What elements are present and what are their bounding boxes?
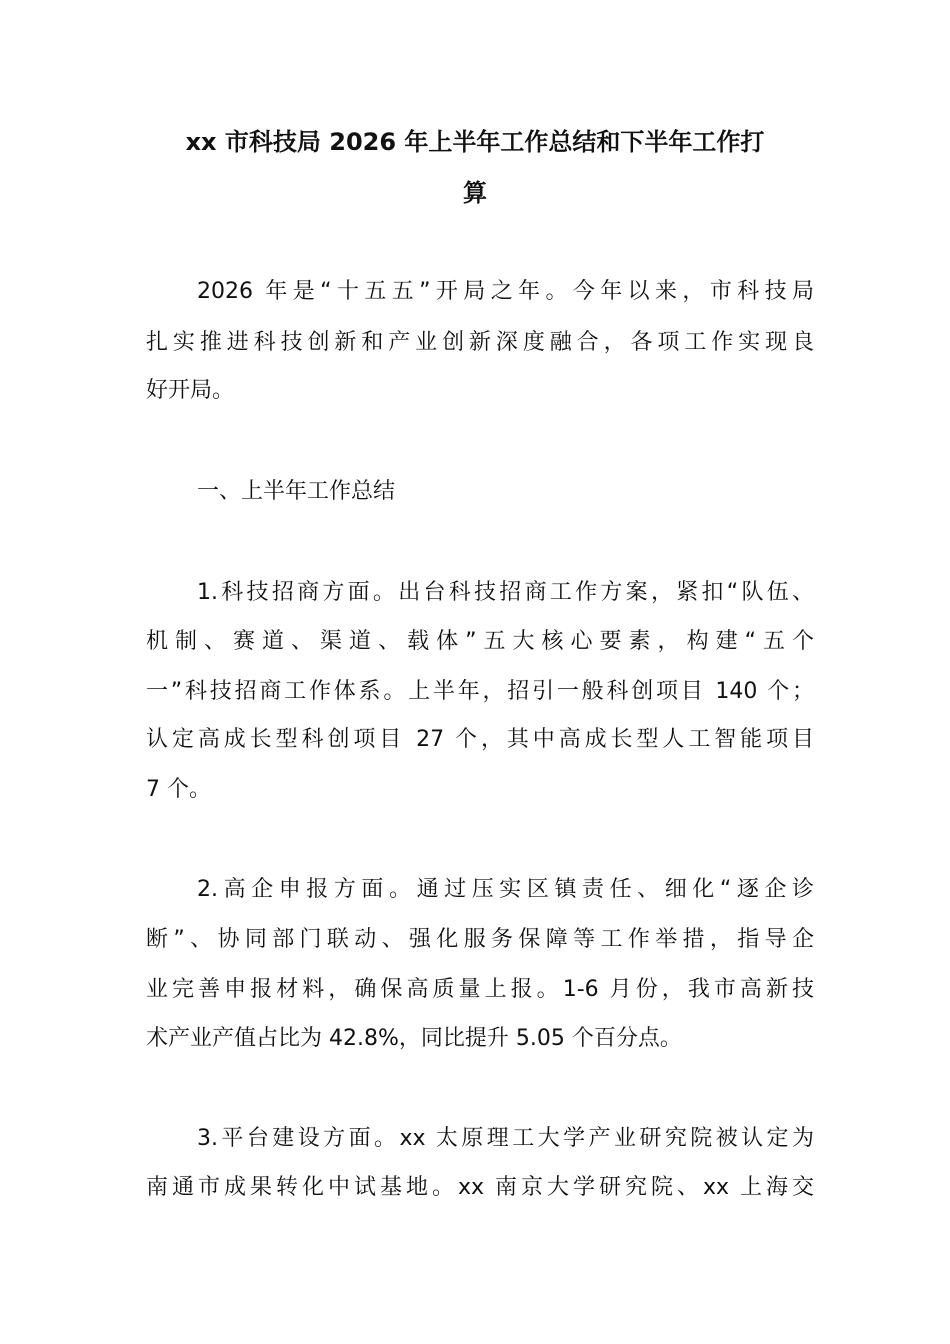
document-title-line-2: 算 xyxy=(463,179,487,207)
item-1-paragraph-line: 一”科技招商工作体系。上半年，招引一般科创项目 140 个； xyxy=(146,679,814,704)
intro-paragraph-line: 好开局。 xyxy=(146,378,235,403)
intro-paragraph-line: 2026 年是“十五五”开局之年。今年以来，市科技局 xyxy=(197,279,814,304)
item-1-paragraph-line: 1.科技招商方面。出台科技招商工作方案，紧扣“队伍、 xyxy=(197,580,814,605)
item-2-paragraph-line: 2.高企申报方面。通过压实区镇责任、细化“逐企诊 xyxy=(197,877,814,902)
intro-paragraph-line: 扎实推进科技创新和产业创新深度融合，各项工作实现良 xyxy=(146,330,814,355)
item-2-paragraph-line: 业完善申报材料，确保高质量上报。1-6 月份，我市高新技 xyxy=(146,977,814,1002)
item-2-paragraph-line: 术产业产值占比为 42.8%，同比提升 5.05 个百分点。 xyxy=(146,1026,682,1051)
section-heading: 一、上半年工作总结 xyxy=(197,479,396,504)
item-1-paragraph-line: 机制、赛道、渠道、载体”五大核心要素，构建“五个 xyxy=(146,629,814,654)
document-title-line-1: xx 市科技局 2026 年上半年工作总结和下半年工作打 xyxy=(185,128,765,156)
item-3-paragraph-line: 南通市成果转化中试基地。xx 南京大学研究院、xx 上海交 xyxy=(146,1175,814,1200)
item-3-paragraph-line: 3.平台建设方面。xx 太原理工大学产业研究院被认定为 xyxy=(197,1126,814,1151)
item-1-paragraph-line: 7 个。 xyxy=(146,777,211,802)
item-2-paragraph-line: 断”、协同部门联动、强化服务保障等工作举措，指导企 xyxy=(146,927,814,952)
item-1-paragraph-line: 认定高成长型科创项目 27 个，其中高成长型人工智能项目 xyxy=(146,727,814,752)
